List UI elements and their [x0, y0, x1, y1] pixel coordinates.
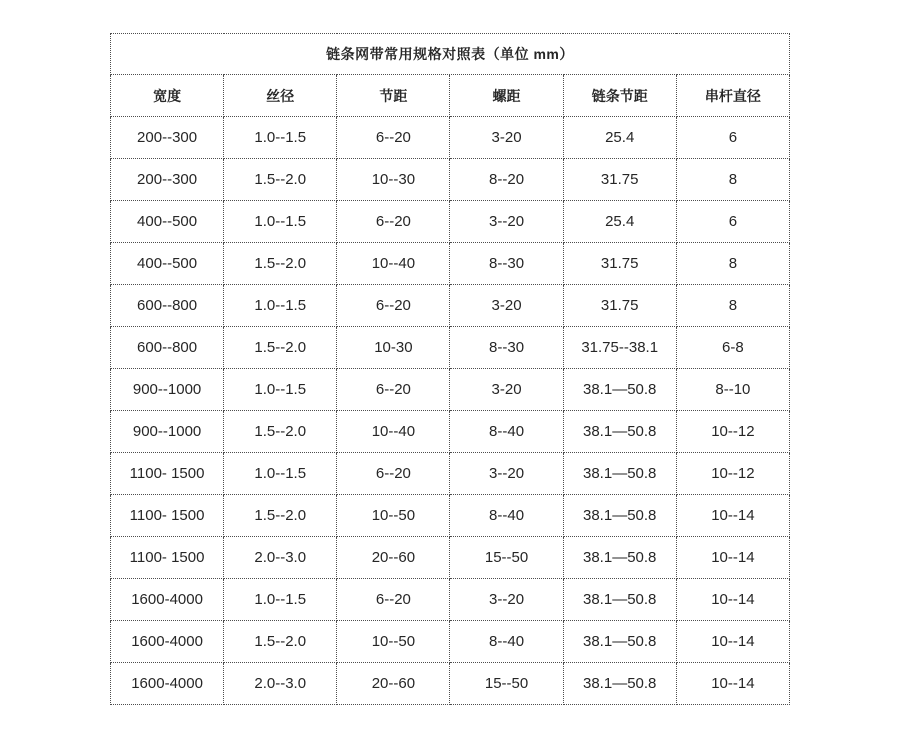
cell: 1.0--1.5 [224, 285, 337, 327]
cell: 1.5--2.0 [224, 411, 337, 453]
spec-table [110, 33, 790, 705]
cell: 38.1—50.8 [563, 369, 676, 411]
cell: 400--500 [111, 243, 224, 285]
table-row [111, 411, 790, 453]
cell: 1.5--2.0 [224, 159, 337, 201]
table-row [111, 453, 790, 495]
cell: 900--1000 [111, 411, 224, 453]
cell: 1100- 1500 [111, 495, 224, 537]
cell: 10--12 [676, 453, 789, 495]
cell: 10--40 [337, 411, 450, 453]
table-row [111, 201, 790, 243]
table-row [111, 579, 790, 621]
cell: 3-20 [450, 285, 563, 327]
table-row [111, 327, 790, 369]
cell: 38.1—50.8 [563, 453, 676, 495]
cell: 10--14 [676, 621, 789, 663]
cell: 8--40 [450, 495, 563, 537]
cell: 2.0--3.0 [224, 663, 337, 705]
table-row [111, 159, 790, 201]
cell: 1.0--1.5 [224, 579, 337, 621]
cell: 10--50 [337, 621, 450, 663]
title-row [111, 34, 790, 75]
cell: 3-20 [450, 117, 563, 159]
cell: 10-30 [337, 327, 450, 369]
table-row [111, 285, 790, 327]
cell: 3--20 [450, 579, 563, 621]
cell: 6--20 [337, 117, 450, 159]
cell: 6 [676, 117, 789, 159]
cell: 6-8 [676, 327, 789, 369]
header-row [111, 75, 790, 117]
cell: 38.1—50.8 [563, 495, 676, 537]
table-row [111, 495, 790, 537]
table-row [111, 537, 790, 579]
cell: 1100- 1500 [111, 453, 224, 495]
cell: 600--800 [111, 285, 224, 327]
cell: 1.0--1.5 [224, 369, 337, 411]
cell: 6--20 [337, 285, 450, 327]
cell: 38.1—50.8 [563, 411, 676, 453]
cell: 6--20 [337, 369, 450, 411]
cell: 6--20 [337, 201, 450, 243]
cell: 8 [676, 285, 789, 327]
cell: 3-20 [450, 369, 563, 411]
column-header: 串杆直径 [676, 75, 789, 117]
cell: 1600-4000 [111, 579, 224, 621]
cell: 1.0--1.5 [224, 453, 337, 495]
column-header: 链条节距 [563, 75, 676, 117]
cell: 8--30 [450, 327, 563, 369]
cell: 10--14 [676, 579, 789, 621]
cell: 38.1—50.8 [563, 537, 676, 579]
table-body [111, 117, 790, 705]
cell: 8--10 [676, 369, 789, 411]
cell: 200--300 [111, 159, 224, 201]
cell: 10--14 [676, 663, 789, 705]
cell: 400--500 [111, 201, 224, 243]
cell: 10--40 [337, 243, 450, 285]
cell: 10--14 [676, 537, 789, 579]
cell: 900--1000 [111, 369, 224, 411]
cell: 38.1—50.8 [563, 621, 676, 663]
table-head [111, 34, 790, 117]
cell: 6--20 [337, 453, 450, 495]
cell: 15--50 [450, 537, 563, 579]
cell: 31.75 [563, 285, 676, 327]
cell: 1.5--2.0 [224, 243, 337, 285]
cell: 600--800 [111, 327, 224, 369]
cell: 8 [676, 243, 789, 285]
table-title: 链条网带常用规格对照表（单位 mm） [111, 34, 790, 75]
cell: 10--50 [337, 495, 450, 537]
cell: 10--30 [337, 159, 450, 201]
cell: 1600-4000 [111, 621, 224, 663]
table-row [111, 369, 790, 411]
cell: 8--40 [450, 411, 563, 453]
cell: 25.4 [563, 201, 676, 243]
cell: 20--60 [337, 537, 450, 579]
cell: 38.1—50.8 [563, 663, 676, 705]
column-header: 宽度 [111, 75, 224, 117]
cell: 1.5--2.0 [224, 327, 337, 369]
cell: 1.5--2.0 [224, 495, 337, 537]
table-row [111, 117, 790, 159]
table-row [111, 663, 790, 705]
cell: 25.4 [563, 117, 676, 159]
cell: 6--20 [337, 579, 450, 621]
column-header: 节距 [337, 75, 450, 117]
table-row [111, 621, 790, 663]
cell: 1100- 1500 [111, 537, 224, 579]
cell: 8--20 [450, 159, 563, 201]
column-header: 丝径 [224, 75, 337, 117]
cell: 38.1—50.8 [563, 579, 676, 621]
column-header: 螺距 [450, 75, 563, 117]
cell: 3--20 [450, 201, 563, 243]
cell: 1600-4000 [111, 663, 224, 705]
cell: 31.75--38.1 [563, 327, 676, 369]
cell: 10--14 [676, 495, 789, 537]
cell: 6 [676, 201, 789, 243]
cell: 2.0--3.0 [224, 537, 337, 579]
cell: 8--40 [450, 621, 563, 663]
cell: 1.0--1.5 [224, 117, 337, 159]
cell: 3--20 [450, 453, 563, 495]
cell: 10--12 [676, 411, 789, 453]
cell: 20--60 [337, 663, 450, 705]
cell: 8 [676, 159, 789, 201]
table-row [111, 243, 790, 285]
cell: 1.0--1.5 [224, 201, 337, 243]
cell: 8--30 [450, 243, 563, 285]
cell: 31.75 [563, 243, 676, 285]
cell: 200--300 [111, 117, 224, 159]
cell: 1.5--2.0 [224, 621, 337, 663]
cell: 15--50 [450, 663, 563, 705]
cell: 31.75 [563, 159, 676, 201]
